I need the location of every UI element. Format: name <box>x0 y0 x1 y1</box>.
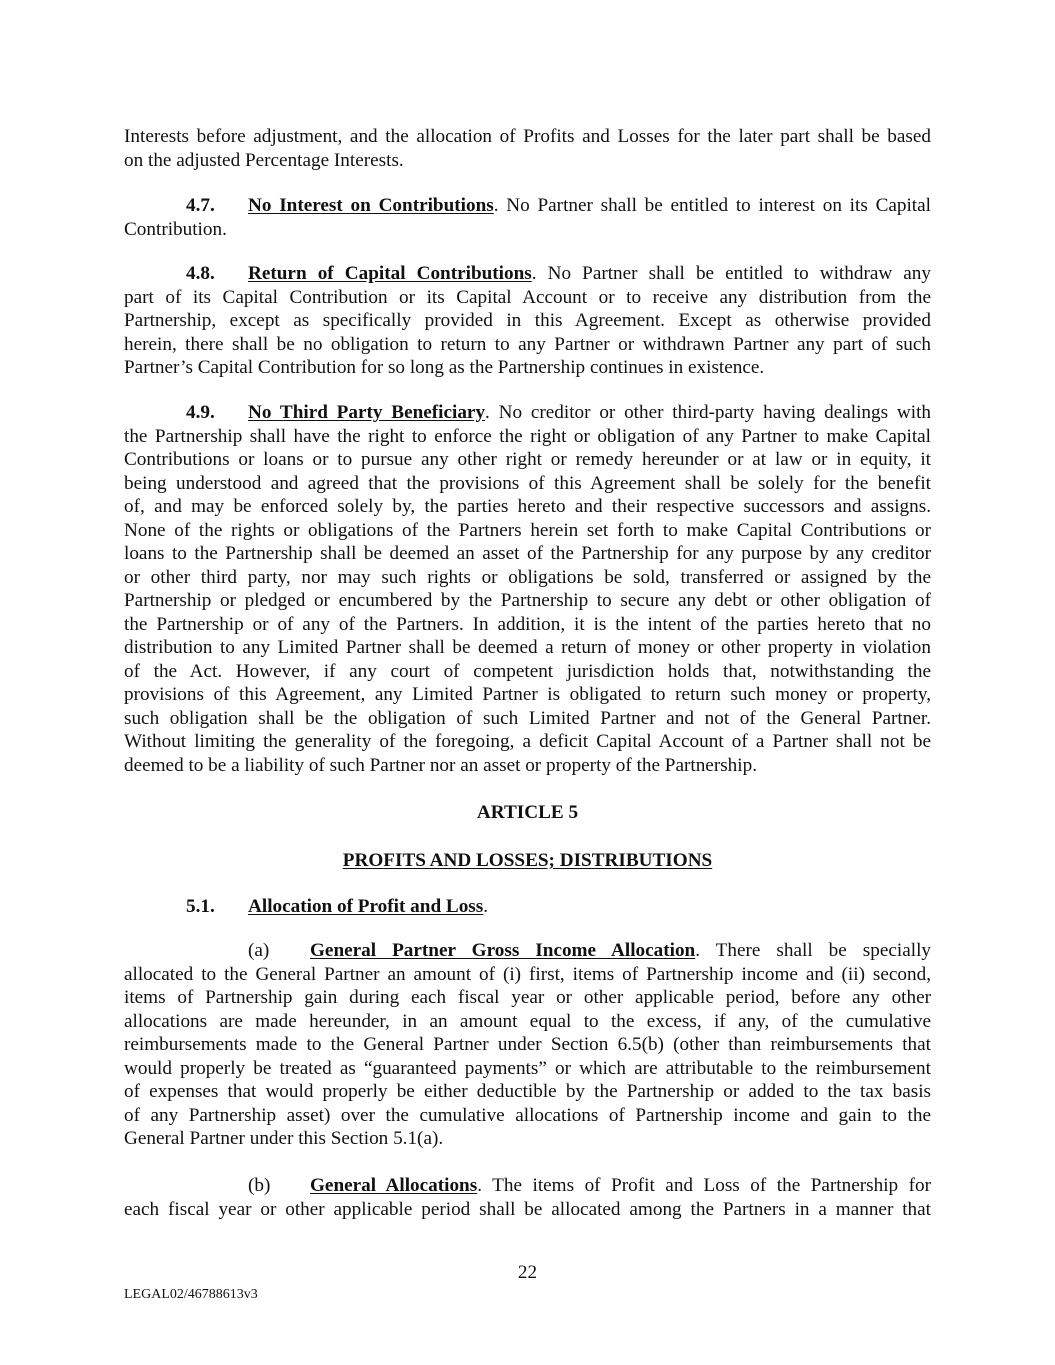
text-line: reimbursements made to the General Partner under Section 6.5(b) (other than reimbursements that <box>124 1034 931 1055</box>
text-line: would properly be treated as “guaranteed payments” or which are attributable to the reimbursement <box>124 1057 931 1079</box>
text-line: deemed to be a liability of such Partner nor an asset or property of the Partnership. <box>124 754 758 776</box>
text-line: distribution to any Limited Partner shall be deemed a return of money or other property in violation <box>124 637 931 658</box>
text-line: Without limiting the generality of the foregoing, a deficit Capital Account of a Partner shall not be <box>124 731 931 752</box>
section-number: 4.7. <box>186 195 215 216</box>
text-line: provisions of this Agreement, any Limited Partner is obligated to return such money or property, <box>124 684 931 705</box>
section-text: . No Partner shall be entitled to withdraw any <box>531 263 931 284</box>
section-heading: No Interest on Contributions <box>248 195 494 216</box>
text-line: the Partnership or of any of the Partners. In addition, it is the intent of the parties hereto that no <box>124 613 931 635</box>
subsection-label: (a) <box>248 940 270 961</box>
section-4-9 <box>124 401 931 777</box>
text-line: of expenses that would properly be either deductible by the Partnership or added to the tax basis <box>124 1081 931 1102</box>
text-line: being understood and agreed that the provisions of this Agreement shall be solely for the benefit <box>124 472 931 494</box>
subsection-first-line <box>124 939 931 963</box>
text-line: part of its Capital Contribution or its Capital Account or to receive any distribution from the <box>124 286 931 308</box>
text-line: herein, there shall be no obligation to return to any Partner or withdrawn Partner any part of such <box>124 333 931 355</box>
section-first-line <box>124 401 931 425</box>
subsection-a <box>124 939 931 1151</box>
text-line: Partnership or pledged or encumbered by the Partnership to secure any debt or other obligation of <box>124 590 931 611</box>
document-id: LEGAL02/46788613v3 <box>124 1287 258 1302</box>
text-line: loans to the Partnership shall be deemed an asset of the Partnership for any purpose by any creditor <box>124 543 931 564</box>
text-line: Contribution. <box>124 218 227 240</box>
subsection-heading: General Allocations <box>310 1175 478 1196</box>
section-number: 5.1. <box>186 896 215 917</box>
subsection-text: . There shall be specially <box>695 940 931 961</box>
subsection-label: (b) <box>248 1175 271 1196</box>
text-line: allocated to the General Partner an amount of (i) first, items of Partnership income and (ii) second, <box>124 963 931 985</box>
section-heading: Allocation of Profit and Loss <box>248 896 484 917</box>
text-line: the Partnership shall have the right to enforce the right or obligation of any Partner to make Capital <box>124 425 931 447</box>
subsection-b <box>124 1174 931 1221</box>
text-line: General Partner under this Section 5.1(a). <box>124 1128 444 1149</box>
text-line: allocations are made hereunder, in an amount equal to the excess, if any, of the cumulative <box>124 1010 931 1032</box>
text-line: None of the rights or obligations of the Partners herein set forth to make Capital Contributions or <box>124 519 931 541</box>
subsection-text: . The items of Profit and Loss of the Partnership for <box>477 1175 931 1196</box>
text-line: items of Partnership gain during each fiscal year or other applicable period, before any other <box>124 987 931 1008</box>
section-heading: Return of Capital Contributions <box>248 263 532 284</box>
section-first-line <box>124 194 931 218</box>
section-number: 4.9. <box>186 402 215 423</box>
article-title: ARTICLE 5 <box>476 802 579 823</box>
section-text: . <box>483 896 489 917</box>
text-line: or other third party, nor may such rights or obligations be sold, transferred or assigned by the <box>124 566 931 588</box>
text-line: of, and may be enforced solely by, the parties hereto and their respective successors and assigns. <box>124 496 931 517</box>
section-first-line <box>124 895 931 919</box>
text-line: Interests before adjustment, and the allocation of Profits and Losses for the later part shall be based <box>124 126 931 147</box>
text-line: on the adjusted Percentage Interests. <box>124 149 404 171</box>
section-text: . No creditor or other third-party having dealings with <box>485 402 931 423</box>
section-heading: No Third Party Beneficiary <box>248 402 486 423</box>
section-first-line <box>124 262 931 286</box>
article-subtitle: PROFITS AND LOSSES; DISTRIBUTIONS <box>342 850 713 871</box>
text-line: Partner’s Capital Contribution for so long as the Partnership continues in existence. <box>124 357 765 378</box>
section-5-1 <box>124 895 931 919</box>
text-line: Contributions or loans or to pursue any other right or remedy hereunder or at law or in equity, it <box>124 449 931 470</box>
section-4-7 <box>124 194 931 241</box>
text-line: each fiscal year or other applicable period shall be allocated among the Partners in a manner that <box>124 1198 931 1220</box>
page-number: 22 <box>517 1262 538 1283</box>
section-4-8 <box>124 262 931 380</box>
text-line: such obligation shall be the obligation of such Limited Partner and not of the General Partner. <box>124 707 931 729</box>
text-line: of any Partnership asset) over the cumulative allocations of Partnership income and gain to the <box>124 1104 931 1126</box>
text-line: Partnership, except as specifically provided in this Agreement. Except as otherwise provided <box>124 310 931 331</box>
subsection-first-line <box>124 1174 931 1198</box>
continuation-paragraph <box>124 125 931 172</box>
section-number: 4.8. <box>186 263 215 284</box>
subsection-heading: General Partner Gross Income Allocation <box>310 940 696 961</box>
section-text: . No Partner shall be entitled to interest on its Capital <box>493 195 931 216</box>
text-line: of the Act. However, if any court of competent jurisdiction holds that, notwithstanding the <box>124 660 931 682</box>
